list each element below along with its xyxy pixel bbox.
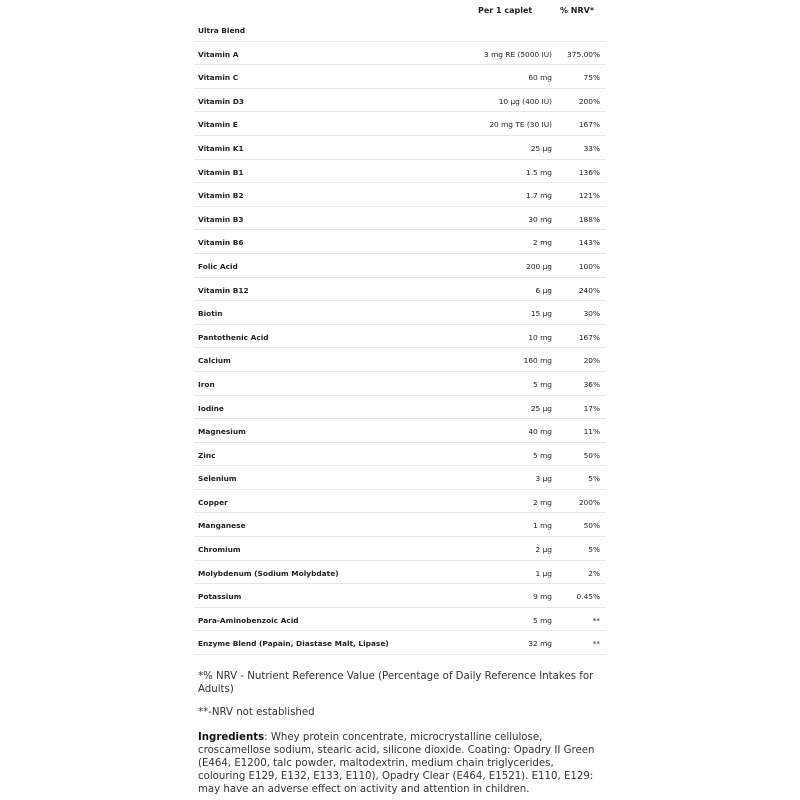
nutrient-nrv: 11%: [583, 427, 600, 437]
nutrient-amount: 40 mg: [528, 427, 552, 437]
nutrient-name: Enzyme Blend (Papain, Diastase Malt, Lipase): [198, 639, 389, 649]
nutrient-amount: 9 mg: [533, 592, 552, 602]
nutrient-amount: 3 µg: [535, 474, 552, 484]
nutrient-name: Copper: [198, 497, 228, 507]
table-row: [194, 136, 606, 160]
nutrient-name: Vitamin B1: [198, 167, 244, 177]
table-row: [194, 561, 606, 585]
table-row: [194, 466, 606, 490]
table-row: [194, 608, 606, 632]
per-caplet-header: Per 1 caplet: [478, 6, 533, 15]
nutrient-nrv: 136%: [578, 167, 600, 177]
nutrient-name: Iodine: [198, 403, 224, 413]
nutrient-name: Vitamin C: [198, 73, 239, 83]
table-row: [194, 42, 606, 66]
nutrient-name: Biotin: [198, 309, 223, 319]
nutrient-name: Molybdenum (Sodium Molybdate): [198, 568, 339, 578]
nutrient-amount: 2 mg: [533, 238, 552, 248]
table-row: [194, 584, 606, 608]
nutrient-name: Manganese: [198, 521, 246, 531]
nutrient-amount: 32 mg: [528, 639, 552, 649]
nutrient-amount: 1 mg: [533, 521, 552, 531]
nutrient-name: Para-Aminobenzoic Acid: [198, 615, 299, 625]
nutrient-name: Vitamin K1: [198, 143, 244, 153]
nrv-header: % NRV*: [560, 6, 595, 15]
nutrient-name: Magnesium: [198, 427, 246, 437]
table-row: [194, 372, 606, 396]
nutrient-amount: 6 µg: [535, 285, 552, 295]
nutrient-nrv: 200%: [578, 96, 600, 106]
nutrient-amount: 160 mg: [523, 356, 552, 366]
nutrient-name: Vitamin D3: [198, 96, 244, 106]
table-row: [194, 396, 606, 420]
nutrient-nrv: 36%: [583, 379, 600, 389]
nutrient-amount: 2 µg: [535, 545, 552, 555]
nutrient-nrv: 17%: [583, 403, 600, 413]
table-row: [194, 348, 606, 372]
nutrient-name: Vitamin B6: [198, 238, 244, 248]
table-row: [194, 631, 606, 655]
nutrient-nrv: 75%: [583, 73, 600, 83]
table-row: [194, 301, 606, 325]
table-row: [194, 183, 606, 207]
nutrient-name: Calcium: [198, 356, 231, 366]
nutrient-nrv: 143%: [578, 238, 600, 248]
nutrient-amount: 5 mg: [533, 450, 552, 460]
table-row: [194, 89, 606, 113]
table-row: [194, 278, 606, 302]
nutrient-nrv: 5%: [588, 474, 600, 484]
nutrient-name: Pantothenic Acid: [198, 332, 269, 342]
table-row: [194, 513, 606, 537]
nutrient-name: Vitamin E: [198, 120, 238, 130]
nutrient-name: Vitamin B2: [198, 191, 244, 201]
nutrient-amount: 1.5 mg: [526, 167, 552, 177]
nutrient-nrv: **: [592, 639, 600, 649]
table-row: [194, 325, 606, 349]
table-row: [194, 65, 606, 89]
table-row: [194, 537, 606, 561]
nutrient-nrv: 188%: [578, 214, 600, 224]
nutrient-nrv: 50%: [583, 450, 600, 460]
nutrient-nrv: 20%: [583, 356, 600, 366]
nutrient-amount: 30 mg: [528, 214, 552, 224]
ingredients-text: : Whey protein concentrate, microcrystalline cellulose, croscamellose sodium, stearic acid, silicone dioxide. Coating: Opadry II Green (E464, E1200, talc powder, maltodextrin, medium chain triglycerides, colouring E129, E132, E133, E110), Opadry Clear (E464, E1521). E110, E129: may have an adverse effect on activity and attention in children.: [198, 732, 595, 795]
nutrient-amount: 5 mg: [533, 615, 552, 625]
nutrient-amount: 5 mg: [533, 379, 552, 389]
nutrient-amount: 10 µg (400 IU): [498, 96, 552, 106]
table-row: [194, 112, 606, 136]
nutrient-name: Chromium: [198, 545, 241, 555]
nutrient-nrv: 167%: [578, 120, 600, 130]
table-row: [194, 230, 606, 254]
nutrient-amount: 1 µg: [535, 568, 552, 578]
nutrient-nrv: 240%: [578, 285, 600, 295]
nutrient-name: Selenium: [198, 474, 237, 484]
table-row: [194, 419, 606, 443]
nutrient-name: Zinc: [198, 450, 216, 460]
nrv-footnote: *% NRV - Nutrient Reference Value (Percentage of Daily Reference Intakes for Adults): [198, 671, 594, 695]
ingredients-label: Ingredients: [198, 732, 265, 743]
nutrient-nrv: 5%: [588, 545, 600, 555]
nutrient-nrv: 100%: [578, 261, 600, 271]
nutrient-nrv: 375.00%: [567, 49, 600, 59]
nutrient-nrv: 121%: [578, 191, 600, 201]
nutrient-nrv: 0.45%: [576, 592, 600, 602]
nutrient-name: Ultra Blend: [198, 26, 246, 35]
nutrient-name: Vitamin B12: [198, 285, 249, 295]
nutrient-amount: 10 mg: [528, 332, 552, 342]
nutrient-rows: [194, 18, 606, 655]
nutrient-name: Iron: [198, 379, 215, 389]
nutrient-amount: 20 mg TE (30 IU): [489, 120, 552, 130]
nutrient-nrv: **: [592, 615, 600, 625]
nutrient-nrv: 167%: [578, 332, 600, 342]
table-row: [194, 490, 606, 514]
nutrient-amount: 25 µg: [530, 143, 552, 153]
table-row: [194, 254, 606, 278]
nutrient-amount: 200 µg: [526, 261, 552, 271]
table-row: [194, 443, 606, 467]
nutrient-nrv: 200%: [578, 497, 600, 507]
not-established-footnote: **-NRV not established: [198, 707, 315, 718]
nutrient-nrv: 50%: [583, 521, 600, 531]
nutrient-amount: 1.7 mg: [526, 191, 552, 201]
nutrient-amount: 25 µg: [530, 403, 552, 413]
ingredients-paragraph: [198, 731, 598, 796]
table-row: [194, 160, 606, 184]
table-row: [194, 18, 606, 42]
nutrient-nrv: 30%: [583, 309, 600, 319]
table-row: [194, 207, 606, 231]
nutrient-name: Folic Acid: [198, 261, 238, 271]
nutrient-name: Vitamin A: [198, 49, 239, 59]
nutrient-name: Potassium: [198, 592, 242, 602]
nutrient-nrv: 2%: [588, 568, 600, 578]
nutrient-amount: 15 µg: [530, 309, 552, 319]
nutrient-name: Vitamin B3: [198, 214, 244, 224]
nutrient-amount: 60 mg: [528, 73, 552, 83]
nutrient-amount: 2 mg: [533, 497, 552, 507]
nutrient-nrv: 33%: [583, 143, 600, 153]
nutrient-amount: 3 mg RE (5000 IU): [484, 49, 552, 59]
